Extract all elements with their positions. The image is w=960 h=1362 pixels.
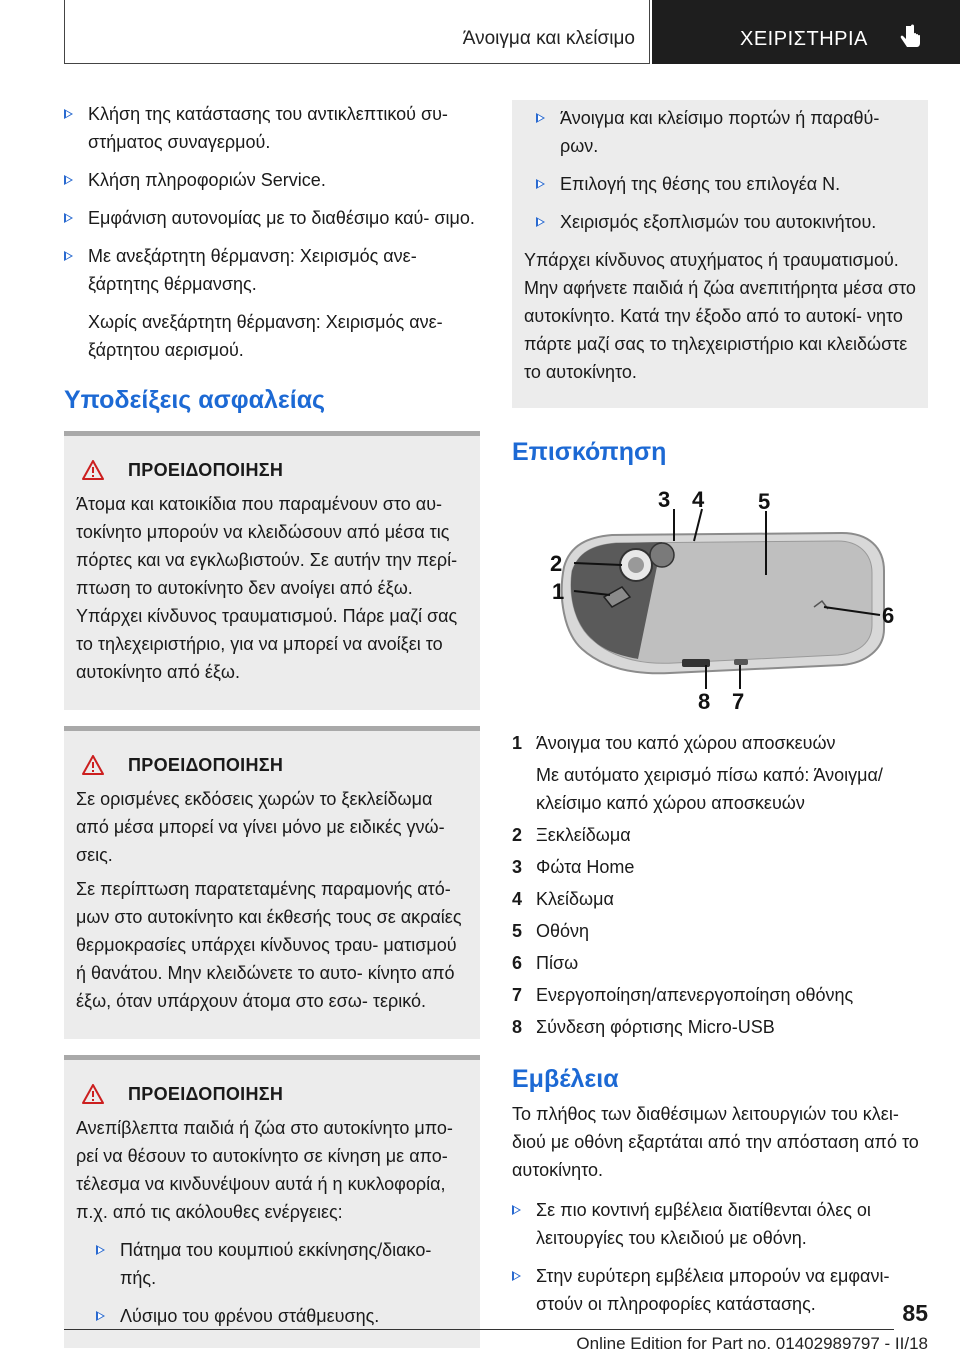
legend-item: 5 Οθόνη — [512, 921, 590, 941]
range-bullet-list — [512, 1196, 928, 1318]
warning-triangle-icon — [82, 460, 104, 480]
edition-text: Online Edition for Part no. 01402989797 - II/18 — [576, 1334, 928, 1353]
range-text: Το πλήθος των διαθέσιμων λειτουργιών του κλει‐ διού με οθόνη εξαρτάται από την απόσταση από το αυτοκίνητο. — [512, 1104, 919, 1180]
warning-text: Σε ορισμένες εκδόσεις χωρών το ξεκλείδωμα από μέσα μπορεί να γίνει μόνο με ειδικές γνώ‐ σεις. — [76, 789, 445, 865]
footer-divider — [64, 1329, 894, 1330]
bullet-triangle-icon — [512, 1271, 521, 1281]
list-item: Στην ευρύτερη εμβέλεια μπορούν να εμφανι‐ στούν οι πληροφορίες κατάστασης. — [512, 1262, 928, 1318]
legend-item: 3 Φώτα Home — [512, 857, 635, 877]
warning-text: Σε περίπτωση παρατεταμένης παραμονής ατό‐ μων στο αυτοκίνητο και έκθεσής τους σε ακραίες θερμοκρασίες υπάρχει κίνδυνος τραυ‐ ματισμού ή θανάτου. Μην κλειδώνετε το αυτο‐ κίνητο από έξω, όταν υπάρχουν άτομα στο εσω‐ τερικό. — [76, 879, 462, 1011]
warning-box — [64, 1055, 480, 1348]
safety-heading: Υποδείξεις ασφαλείας — [64, 386, 326, 414]
warning-header — [76, 1080, 468, 1108]
section-title: Άνοιγμα και κλείσιμο — [462, 28, 635, 49]
warning-text: Ανεπίβλεπτα παιδιά ή ζώα στο αυτοκίνητο μπο‐ ρεί να θέσουν το αυτοκίνητο σε κίνηση με απο‐ τέλεσμα να κινδυνέψουν αυτά ή η κυκλοφορία, π.χ. από τις ακόλουθες ενέργειες: — [76, 1118, 453, 1222]
header-chapter-box — [652, 0, 960, 64]
list-item: Χειρισμός εξοπλισμών του αυτοκινήτου. — [536, 208, 916, 236]
overview-heading: Επισκόπηση — [512, 438, 667, 466]
bullet-triangle-icon — [64, 109, 73, 119]
bullet-triangle-icon — [536, 179, 545, 189]
warning-text: Υπάρχει κίνδυνος ατυχήματος ή τραυματισμού. Μην αφήνετε παιδιά ή ζώα ανεπιτήρητα μέσα στο αυτοκίνητο. Κατά την έξοδο από το αυτοκί‐ νητο πάρτε μαζί σας το τηλεχειριστήριο και κλειδώστε το αυτοκίνητο. — [524, 250, 916, 382]
box-bullet-list — [524, 104, 916, 236]
bullet-triangle-icon — [512, 1205, 521, 1215]
list-item: Εμφάνιση αυτονομίας με το διαθέσιμο καύ‐ σιμο. — [64, 204, 480, 232]
callout-5: 5 — [758, 489, 771, 514]
warning-title: ΠΡΟΕΙΔΟΠΟΙΗΣΗ — [128, 754, 284, 775]
warning-text: Άτομα και κατοικίδια που παραμένουν στο αυ‐ τοκίνητο μπορούν να κλειδώσουν από μέσα τις πόρτες και να εγκλωβιστούν. Σε αυτήν την περί‐ πτωση το αυτοκίνητο δεν ανοίγει από έξω. Υπάρχει κίνδυνος τραυματισμού. Πάρε μαζί σας το τηλεχειριστήριο, για να μπορεί να ανοίξει το αυτοκίνητο από έξω. — [76, 494, 458, 682]
right-column — [512, 100, 928, 1328]
callout-4: 4 — [692, 487, 705, 512]
legend-item: 2 Ξεκλείδωμα — [512, 825, 631, 845]
bullet-triangle-icon — [64, 251, 73, 261]
left-column — [64, 100, 480, 1348]
bullet-triangle-icon — [96, 1245, 105, 1255]
bullet-triangle-icon — [64, 213, 73, 223]
legend-item: 6 Πίσω — [512, 953, 579, 973]
warning-triangle-icon — [82, 755, 104, 775]
hand-pointer-icon — [896, 24, 924, 52]
unlock-button-center — [628, 557, 644, 573]
legend-item-sub: Με αυτόματο χειρισμό πίσω καπό: Άνοιγμα/ κλείσιμο καπό χώρου αποσκευών — [536, 765, 883, 813]
chapter-title: ΧΕΙΡΙΣΤΗΡΙΑ — [740, 28, 868, 50]
callout-2: 2 — [550, 551, 563, 576]
legend-item: 8 Σύνδεση φόρτισης Micro-USB — [512, 1017, 775, 1037]
list-item: Κλήση πληροφοριών Service. — [64, 166, 480, 194]
range-heading: Εμβέλεια — [512, 1065, 619, 1093]
callout-6: 6 — [882, 603, 895, 628]
list-item: Επιλογή της θέσης του επιλογέα N. — [536, 170, 916, 198]
callout-8: 8 — [698, 689, 711, 713]
legend-item: 4 Κλείδωμα — [512, 889, 614, 909]
list-item: Άνοιγμα και κλείσιμο πορτών ή παραθύ‐ ρων. — [536, 104, 916, 160]
list-item: Με ανεξάρτητη θέρμανση: Χειρισμός ανε‐ ξάρτητης θέρμανσης. — [64, 242, 480, 298]
list-item: Λύσιμο του φρένου στάθμευσης. — [96, 1302, 468, 1330]
legend-item: 7 Ενεργοποίηση/απενεργοποίηση οθόνης — [512, 985, 854, 1005]
list-item: Κλήση της κατάστασης του αντικλεπτικού συ‐ στήματος συναγερμού. — [64, 100, 480, 156]
list-item: Σε πιο κοντινή εμβέλεια διατίθενται όλες οι λειτουργίες του κλειδιού με οθόνη. — [512, 1196, 928, 1252]
warning-header — [76, 456, 468, 484]
warning-box — [64, 726, 480, 1039]
bullet-sub-text: Χωρίς ανεξάρτητη θέρμανση: Χειρισμός ανε‐ ξάρτητου αερισμού. — [88, 312, 443, 360]
warning-bullet-list — [76, 1236, 468, 1330]
warning-triangle-icon — [82, 1084, 104, 1104]
bullet-triangle-icon — [64, 175, 73, 185]
display-key-illustration — [512, 479, 928, 713]
bullet-triangle-icon — [536, 113, 545, 123]
legend-list — [512, 729, 928, 1041]
bullet-triangle-icon — [96, 1311, 105, 1321]
page-number: 85 — [902, 1300, 928, 1326]
list-item: Πάτημα του κουμπιού εκκίνησης/διακο‐ πής. — [96, 1236, 468, 1292]
warning-title: ΠΡΟΕΙΔΟΠΟΙΗΣΗ — [128, 1083, 284, 1104]
warning-continuation-box — [512, 100, 928, 408]
display-button — [734, 659, 748, 665]
feature-bullet-list — [64, 100, 480, 364]
bullet-triangle-icon — [536, 217, 545, 227]
warning-title: ΠΡΟΕΙΔΟΠΟΙΗΣΗ — [128, 459, 284, 480]
header-section-box — [64, 0, 650, 64]
callout-1: 1 — [552, 579, 565, 604]
warning-box — [64, 431, 480, 710]
legend-item: 1 Άνοιγμα του καπό χώρου αποσκευών — [512, 733, 836, 753]
callout-7: 7 — [732, 689, 745, 713]
lock-button — [650, 543, 674, 567]
warning-header — [76, 751, 468, 779]
callout-3: 3 — [658, 487, 671, 512]
display-key-figure — [512, 479, 928, 713]
